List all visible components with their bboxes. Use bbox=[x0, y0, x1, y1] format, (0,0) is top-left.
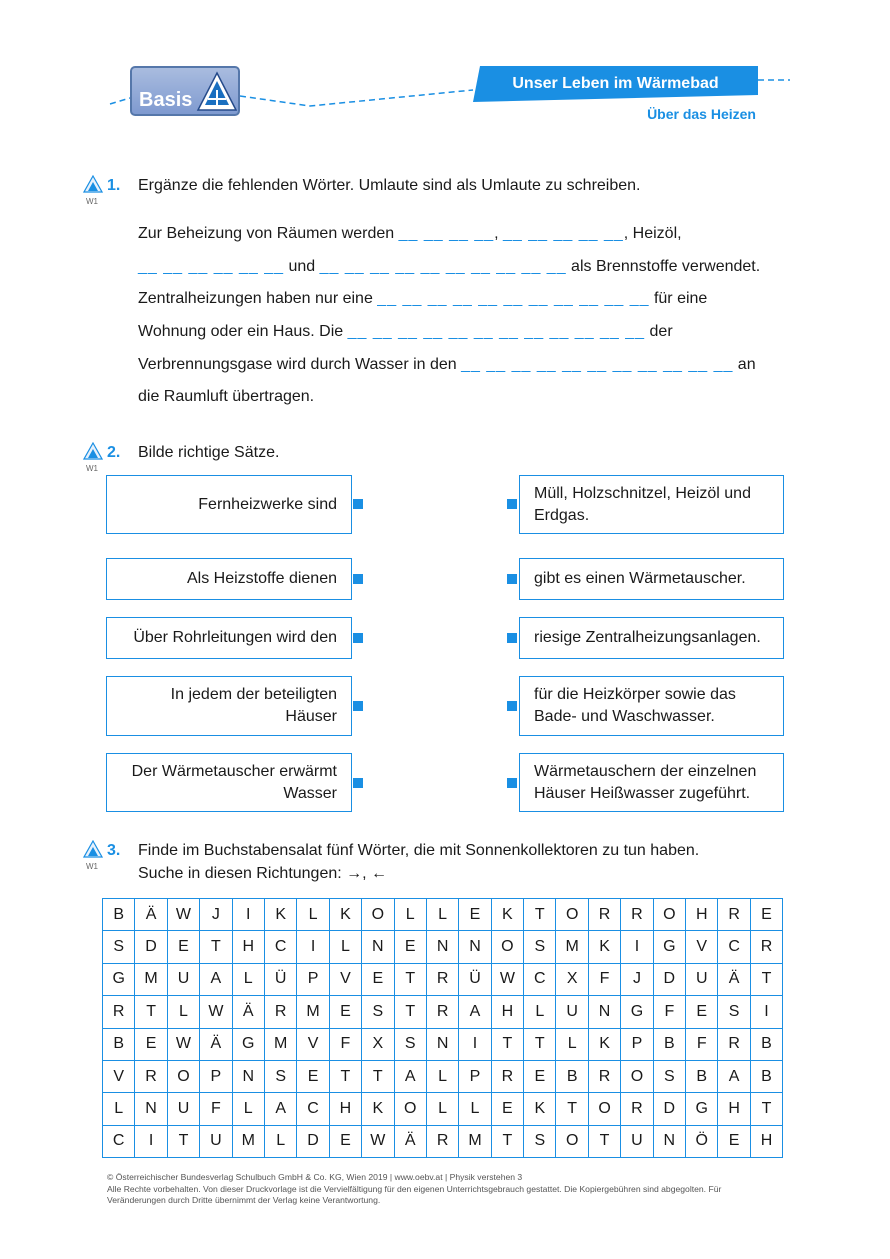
grid-letter-cell[interactable]: O bbox=[556, 899, 588, 931]
task-instruction-directions: Suche in diesen Richtungen: →, ← bbox=[138, 865, 388, 882]
grid-letter-cell[interactable]: R bbox=[491, 1060, 523, 1092]
grid-letter-cell[interactable]: R bbox=[621, 1093, 653, 1125]
grid-letter-cell[interactable]: Ä bbox=[394, 1125, 426, 1157]
grid-letter-cell[interactable]: D bbox=[653, 963, 685, 995]
footer-line: Alle Rechte vorbehalten. Von dieser Druckvorlage ist die Vervielfältigung für den eigenen Unterrichtsgebrauch gestattet. Die Kopiergebühren sind abgegolten. Für bbox=[107, 1183, 722, 1194]
grid-letter-cell[interactable]: F bbox=[329, 1028, 361, 1060]
grid-letter-cell[interactable]: L bbox=[426, 1093, 458, 1125]
grid-row bbox=[103, 963, 783, 995]
grid-letter-cell[interactable]: T bbox=[556, 1093, 588, 1125]
grid-letter-cell[interactable]: E bbox=[459, 899, 491, 931]
level-pyramid-icon bbox=[83, 840, 103, 858]
grid-letter-cell[interactable]: L bbox=[103, 1093, 135, 1125]
grid-letter-cell[interactable]: M bbox=[459, 1125, 491, 1157]
match-text: Als Heizstoffe dienen bbox=[186, 570, 337, 587]
grid-letter-cell[interactable]: V bbox=[297, 1028, 329, 1060]
grid-letter-cell[interactable]: L bbox=[232, 963, 264, 995]
grid-letter-cell[interactable]: E bbox=[329, 996, 361, 1028]
grid-letter-cell[interactable]: V bbox=[329, 963, 361, 995]
grid-letter-cell[interactable]: W bbox=[491, 963, 523, 995]
grid-letter-cell[interactable]: S bbox=[524, 931, 556, 963]
grid-letter-cell[interactable]: R bbox=[588, 899, 620, 931]
grid-letter-cell[interactable]: K bbox=[524, 1093, 556, 1125]
grid-letter-cell[interactable]: R bbox=[621, 899, 653, 931]
grid-letter-cell[interactable]: B bbox=[750, 1028, 782, 1060]
grid-letter-cell[interactable]: B bbox=[103, 899, 135, 931]
grid-letter-cell[interactable]: M bbox=[135, 963, 167, 995]
grid-letter-cell[interactable]: H bbox=[491, 996, 523, 1028]
basis-label: Basis bbox=[139, 89, 193, 111]
grid-letter-cell[interactable]: W bbox=[167, 899, 199, 931]
grid-letter-cell[interactable]: R bbox=[264, 996, 296, 1028]
grid-letter-cell[interactable]: T bbox=[491, 1125, 523, 1157]
grid-letter-cell[interactable]: G bbox=[103, 963, 135, 995]
cloze-text: , Heizöl, bbox=[623, 225, 682, 242]
grid-letter-cell[interactable]: R bbox=[426, 996, 458, 1028]
grid-letter-cell[interactable]: O bbox=[362, 899, 394, 931]
grid-letter-cell[interactable]: S bbox=[264, 1060, 296, 1092]
grid-letter-cell[interactable]: S bbox=[718, 996, 750, 1028]
match-connector[interactable] bbox=[507, 778, 517, 788]
grid-letter-cell[interactable]: C bbox=[103, 1125, 135, 1157]
grid-letter-cell[interactable]: U bbox=[686, 963, 718, 995]
grid-letter-cell[interactable]: G bbox=[686, 1093, 718, 1125]
cloze-text: Zur Beheizung von Räumen werden bbox=[138, 225, 399, 242]
grid-letter-cell[interactable]: G bbox=[621, 996, 653, 1028]
grid-letter-cell[interactable]: Ü bbox=[264, 963, 296, 995]
grid-letter-cell[interactable]: L bbox=[426, 1060, 458, 1092]
match-text: gibt es einen Wärmetauscher. bbox=[534, 570, 746, 587]
cloze-text: , bbox=[494, 225, 504, 242]
cloze-blank[interactable]: __ __ __ __ __ __ bbox=[138, 258, 285, 275]
footer-line: Veränderungen durch Dritte übernimmt der Verlag keine Verantwortung. bbox=[107, 1195, 381, 1205]
grid-letter-cell[interactable]: F bbox=[653, 996, 685, 1028]
cloze-line bbox=[138, 356, 756, 374]
grid-letter-cell[interactable]: I bbox=[135, 1125, 167, 1157]
cloze-line bbox=[138, 225, 682, 243]
grid-letter-cell[interactable]: M bbox=[264, 1028, 296, 1060]
grid-letter-cell[interactable]: L bbox=[329, 931, 361, 963]
grid-letter-cell[interactable]: E bbox=[297, 1060, 329, 1092]
grid-letter-cell[interactable]: R bbox=[426, 1125, 458, 1157]
grid-letter-cell[interactable]: T bbox=[750, 963, 782, 995]
cloze-blank[interactable]: __ __ __ __ bbox=[398, 225, 495, 242]
task-number: 1. bbox=[107, 177, 121, 194]
grid-row bbox=[103, 899, 783, 931]
cloze-line bbox=[138, 290, 707, 308]
grid-letter-cell[interactable]: Ä bbox=[718, 963, 750, 995]
grid-letter-cell[interactable]: E bbox=[491, 1093, 523, 1125]
grid-letter-cell[interactable]: E bbox=[362, 963, 394, 995]
task-instruction: Finde im Buchstabensalat fünf Wörter, die mit Sonnenkollektoren zu tun haben. bbox=[138, 842, 700, 859]
grid-letter-cell[interactable]: K bbox=[362, 1093, 394, 1125]
grid-letter-cell[interactable]: L bbox=[167, 996, 199, 1028]
grid-letter-cell[interactable]: T bbox=[750, 1093, 782, 1125]
cloze-text: und bbox=[284, 258, 320, 275]
grid-letter-cell[interactable]: R bbox=[718, 899, 750, 931]
match-text: In jedem der beteiligten Häuser bbox=[170, 686, 337, 725]
grid-letter-cell[interactable]: A bbox=[264, 1093, 296, 1125]
grid-letter-cell[interactable]: M bbox=[556, 931, 588, 963]
grid-letter-cell[interactable]: O bbox=[588, 1093, 620, 1125]
cloze-text: an bbox=[733, 356, 756, 373]
grid-letter-cell[interactable]: B bbox=[750, 1060, 782, 1092]
grid-letter-cell[interactable]: O bbox=[491, 931, 523, 963]
grid-letter-cell[interactable]: U bbox=[200, 1125, 232, 1157]
grid-letter-cell[interactable]: I bbox=[232, 899, 264, 931]
grid-letter-cell[interactable]: B bbox=[653, 1028, 685, 1060]
task-level: W1 bbox=[86, 862, 98, 871]
grid-letter-cell[interactable]: M bbox=[297, 996, 329, 1028]
grid-letter-cell[interactable]: B bbox=[686, 1060, 718, 1092]
match-left-box bbox=[106, 617, 352, 659]
grid-letter-cell[interactable]: L bbox=[264, 1125, 296, 1157]
grid-letter-cell[interactable]: R bbox=[135, 1060, 167, 1092]
match-text: Der Wärmetauscher erwärmt Wasser bbox=[131, 762, 337, 802]
grid-letter-cell[interactable]: O bbox=[621, 1060, 653, 1092]
match-connector[interactable] bbox=[353, 574, 363, 584]
grid-letter-cell[interactable]: I bbox=[621, 931, 653, 963]
grid-letter-cell[interactable]: E bbox=[394, 931, 426, 963]
grid-letter-cell[interactable]: H bbox=[329, 1093, 361, 1125]
grid-letter-cell[interactable]: C bbox=[718, 931, 750, 963]
pyramid-icon bbox=[196, 70, 238, 112]
grid-letter-cell[interactable]: A bbox=[394, 1060, 426, 1092]
grid-letter-cell[interactable]: T bbox=[200, 931, 232, 963]
grid-letter-cell[interactable]: O bbox=[167, 1060, 199, 1092]
match-left-box bbox=[106, 676, 352, 736]
grid-letter-cell[interactable]: R bbox=[426, 963, 458, 995]
cloze-blank[interactable]: __ __ __ __ __ __ __ __ __ __ __ __ bbox=[347, 323, 646, 340]
grid-letter-cell[interactable]: J bbox=[200, 899, 232, 931]
grid-letter-cell[interactable]: F bbox=[588, 963, 620, 995]
grid-letter-cell[interactable]: B bbox=[103, 1028, 135, 1060]
cloze-blank[interactable]: __ __ __ __ __ __ __ __ __ __ __ bbox=[377, 290, 650, 307]
grid-letter-cell[interactable]: T bbox=[491, 1028, 523, 1060]
task-number: 3. bbox=[107, 842, 121, 859]
match-text: riesige Zentralheizungsanlagen. bbox=[534, 629, 761, 646]
grid-letter-cell[interactable]: H bbox=[232, 931, 264, 963]
level-pyramid-icon bbox=[83, 175, 103, 193]
match-connector[interactable] bbox=[353, 633, 363, 643]
grid-letter-cell[interactable]: E bbox=[524, 1060, 556, 1092]
copyright-footer bbox=[107, 1172, 787, 1207]
match-text: Wärmetauschern der einzelnen Häuser Heißwasser zugeführt. bbox=[534, 762, 757, 802]
grid-letter-cell[interactable]: N bbox=[135, 1093, 167, 1125]
cloze-line bbox=[138, 258, 760, 276]
match-text: Fernheizwerke sind bbox=[198, 495, 337, 513]
grid-letter-cell[interactable]: W bbox=[167, 1028, 199, 1060]
grid-letter-cell[interactable]: E bbox=[750, 899, 782, 931]
grid-letter-cell[interactable]: E bbox=[167, 931, 199, 963]
grid-letter-cell[interactable]: N bbox=[426, 1028, 458, 1060]
grid-letter-cell[interactable]: N bbox=[459, 931, 491, 963]
grid-letter-cell[interactable]: T bbox=[588, 1125, 620, 1157]
grid-letter-cell[interactable]: T bbox=[394, 963, 426, 995]
grid-letter-cell[interactable]: G bbox=[232, 1028, 264, 1060]
grid-letter-cell[interactable]: S bbox=[524, 1125, 556, 1157]
grid-row bbox=[103, 1060, 783, 1092]
grid-letter-cell[interactable]: F bbox=[200, 1093, 232, 1125]
cloze-blank[interactable]: __ __ __ __ __ bbox=[503, 225, 624, 242]
grid-letter-cell[interactable]: K bbox=[491, 899, 523, 931]
grid-letter-cell[interactable]: C bbox=[524, 963, 556, 995]
task-number: 2. bbox=[107, 444, 121, 461]
page-subtitle: Über das Heizen bbox=[647, 106, 756, 122]
task-level: W1 bbox=[86, 464, 98, 473]
cloze-text: für eine bbox=[649, 290, 708, 307]
grid-letter-cell[interactable]: T bbox=[329, 1060, 361, 1092]
grid-letter-cell[interactable]: U bbox=[167, 1093, 199, 1125]
grid-letter-cell[interactable]: I bbox=[459, 1028, 491, 1060]
footer-line: © Österreichischer Bundesverlag Schulbuch GmbH & Co. KG, Wien 2019 | www.oebv.at | Physik verstehen 3 bbox=[107, 1172, 523, 1182]
grid-letter-cell[interactable]: D bbox=[297, 1125, 329, 1157]
grid-letter-cell[interactable]: U bbox=[621, 1125, 653, 1157]
grid-letter-cell[interactable]: N bbox=[653, 1125, 685, 1157]
grid-letter-cell[interactable]: N bbox=[232, 1060, 264, 1092]
grid-letter-cell[interactable]: A bbox=[718, 1060, 750, 1092]
cloze-line bbox=[138, 323, 673, 341]
match-right-box bbox=[519, 617, 784, 659]
grid-letter-cell[interactable]: N bbox=[588, 996, 620, 1028]
match-left-box bbox=[106, 475, 352, 534]
grid-letter-cell[interactable]: K bbox=[264, 899, 296, 931]
level-pyramid-icon bbox=[83, 442, 103, 460]
grid-letter-cell[interactable]: X bbox=[362, 1028, 394, 1060]
word-search-grid bbox=[102, 898, 783, 1158]
grid-letter-cell[interactable]: S bbox=[394, 1028, 426, 1060]
grid-letter-cell[interactable]: W bbox=[200, 996, 232, 1028]
grid-letter-cell[interactable]: D bbox=[135, 931, 167, 963]
cloze-text: Zentralheizungen haben nur eine bbox=[138, 290, 378, 307]
grid-letter-cell[interactable]: R bbox=[103, 996, 135, 1028]
grid-letter-cell[interactable]: L bbox=[232, 1093, 264, 1125]
grid-letter-cell[interactable]: P bbox=[297, 963, 329, 995]
grid-letter-cell[interactable]: E bbox=[718, 1125, 750, 1157]
grid-letter-cell[interactable]: K bbox=[588, 931, 620, 963]
grid-letter-cell[interactable]: N bbox=[362, 931, 394, 963]
grid-letter-cell[interactable]: V bbox=[103, 1060, 135, 1092]
grid-letter-cell[interactable]: H bbox=[686, 899, 718, 931]
match-connector[interactable] bbox=[507, 633, 517, 643]
match-right-box bbox=[519, 475, 784, 534]
grid-letter-cell[interactable]: T bbox=[394, 996, 426, 1028]
grid-letter-cell[interactable]: W bbox=[362, 1125, 394, 1157]
grid-letter-cell[interactable]: U bbox=[556, 996, 588, 1028]
grid-row bbox=[103, 996, 783, 1028]
grid-letter-cell[interactable]: J bbox=[621, 963, 653, 995]
grid-letter-cell[interactable]: M bbox=[232, 1125, 264, 1157]
grid-letter-cell[interactable]: P bbox=[621, 1028, 653, 1060]
match-connector[interactable] bbox=[507, 499, 517, 509]
basis-badge bbox=[130, 66, 240, 116]
task-instruction: Ergänze die fehlenden Wörter. Umlaute sind als Umlaute zu schreiben. bbox=[138, 177, 641, 194]
cloze-text: Verbrennungsgase wird durch Wasser in den bbox=[138, 356, 462, 373]
grid-row bbox=[103, 1093, 783, 1125]
match-left-box bbox=[106, 753, 352, 812]
grid-row bbox=[103, 1125, 783, 1157]
match-connector[interactable] bbox=[353, 701, 363, 711]
grid-letter-cell[interactable]: U bbox=[167, 963, 199, 995]
match-connector[interactable] bbox=[353, 499, 363, 509]
task-instruction: Bilde richtige Sätze. bbox=[138, 444, 280, 461]
match-text: für die Heizkörper sowie das Bade- und Waschwasser. bbox=[534, 686, 736, 725]
grid-letter-cell[interactable]: H bbox=[750, 1125, 782, 1157]
match-connector[interactable] bbox=[353, 778, 363, 788]
grid-letter-cell[interactable]: I bbox=[297, 931, 329, 963]
grid-letter-cell[interactable]: D bbox=[653, 1093, 685, 1125]
grid-letter-cell[interactable]: Ü bbox=[459, 963, 491, 995]
match-text: Über Rohrleitungen wird den bbox=[133, 629, 337, 646]
grid-letter-cell[interactable]: X bbox=[556, 963, 588, 995]
grid-letter-cell[interactable]: F bbox=[686, 1028, 718, 1060]
cloze-blank[interactable]: __ __ __ __ __ __ __ __ __ __ bbox=[319, 258, 567, 275]
grid-letter-cell[interactable]: K bbox=[588, 1028, 620, 1060]
grid-letter-cell[interactable]: C bbox=[297, 1093, 329, 1125]
cloze-line bbox=[138, 388, 314, 406]
grid-letter-cell[interactable]: C bbox=[264, 931, 296, 963]
grid-letter-cell[interactable]: L bbox=[426, 899, 458, 931]
grid-letter-cell[interactable]: O bbox=[556, 1125, 588, 1157]
match-connector[interactable] bbox=[507, 701, 517, 711]
match-right-box bbox=[519, 753, 784, 812]
cloze-text: Wohnung oder ein Haus. Die bbox=[138, 323, 348, 340]
grid-letter-cell[interactable]: T bbox=[362, 1060, 394, 1092]
cloze-text: der bbox=[645, 323, 673, 340]
grid-letter-cell[interactable]: S bbox=[653, 1060, 685, 1092]
grid-letter-cell[interactable]: L bbox=[297, 899, 329, 931]
grid-letter-cell[interactable]: B bbox=[556, 1060, 588, 1092]
match-connector[interactable] bbox=[507, 574, 517, 584]
grid-letter-cell[interactable]: T bbox=[167, 1125, 199, 1157]
grid-letter-cell[interactable]: T bbox=[135, 996, 167, 1028]
match-left-box bbox=[106, 558, 352, 600]
grid-letter-cell[interactable]: P bbox=[459, 1060, 491, 1092]
grid-letter-cell[interactable]: E bbox=[686, 996, 718, 1028]
grid-letter-cell[interactable]: L bbox=[524, 996, 556, 1028]
grid-letter-cell[interactable]: V bbox=[686, 931, 718, 963]
grid-letter-cell[interactable]: S bbox=[362, 996, 394, 1028]
grid-letter-cell[interactable]: O bbox=[394, 1093, 426, 1125]
cloze-blank[interactable]: __ __ __ __ __ __ __ __ __ __ __ bbox=[461, 356, 734, 373]
grid-row bbox=[103, 1028, 783, 1060]
match-right-box bbox=[519, 676, 784, 736]
grid-letter-cell[interactable]: L bbox=[394, 899, 426, 931]
task-level: W1 bbox=[86, 197, 98, 206]
grid-letter-cell[interactable]: T bbox=[524, 1028, 556, 1060]
grid-letter-cell[interactable]: Ä bbox=[200, 1028, 232, 1060]
grid-letter-cell[interactable]: R bbox=[588, 1060, 620, 1092]
cloze-text: die Raumluft übertragen. bbox=[138, 388, 315, 405]
grid-letter-cell[interactable]: Ä bbox=[135, 899, 167, 931]
match-text: Müll, Holzschnitzel, Heizöl und Erdgas. bbox=[534, 484, 751, 524]
grid-letter-cell[interactable]: O bbox=[653, 899, 685, 931]
grid-letter-cell[interactable]: G bbox=[653, 931, 685, 963]
grid-letter-cell[interactable]: K bbox=[329, 899, 361, 931]
page-title: Unser Leben im Wärmebad bbox=[512, 75, 719, 92]
cloze-text: als Brennstoffe verwendet. bbox=[566, 258, 761, 275]
grid-letter-cell[interactable]: E bbox=[329, 1125, 361, 1157]
grid-letter-cell[interactable]: Ä bbox=[232, 996, 264, 1028]
grid-letter-cell[interactable]: R bbox=[750, 931, 782, 963]
grid-letter-cell[interactable]: E bbox=[135, 1028, 167, 1060]
grid-letter-cell[interactable]: S bbox=[103, 931, 135, 963]
grid-letter-cell[interactable]: L bbox=[556, 1028, 588, 1060]
grid-letter-cell[interactable]: I bbox=[750, 996, 782, 1028]
grid-letter-cell[interactable]: P bbox=[200, 1060, 232, 1092]
grid-letter-cell[interactable]: H bbox=[718, 1093, 750, 1125]
grid-letter-cell[interactable]: A bbox=[200, 963, 232, 995]
grid-letter-cell[interactable]: L bbox=[459, 1093, 491, 1125]
grid-letter-cell[interactable]: A bbox=[459, 996, 491, 1028]
grid-letter-cell[interactable]: R bbox=[718, 1028, 750, 1060]
grid-letter-cell[interactable]: Ö bbox=[686, 1125, 718, 1157]
match-right-box bbox=[519, 558, 784, 600]
grid-row bbox=[103, 931, 783, 963]
grid-letter-cell[interactable]: T bbox=[524, 899, 556, 931]
grid-letter-cell[interactable]: N bbox=[426, 931, 458, 963]
